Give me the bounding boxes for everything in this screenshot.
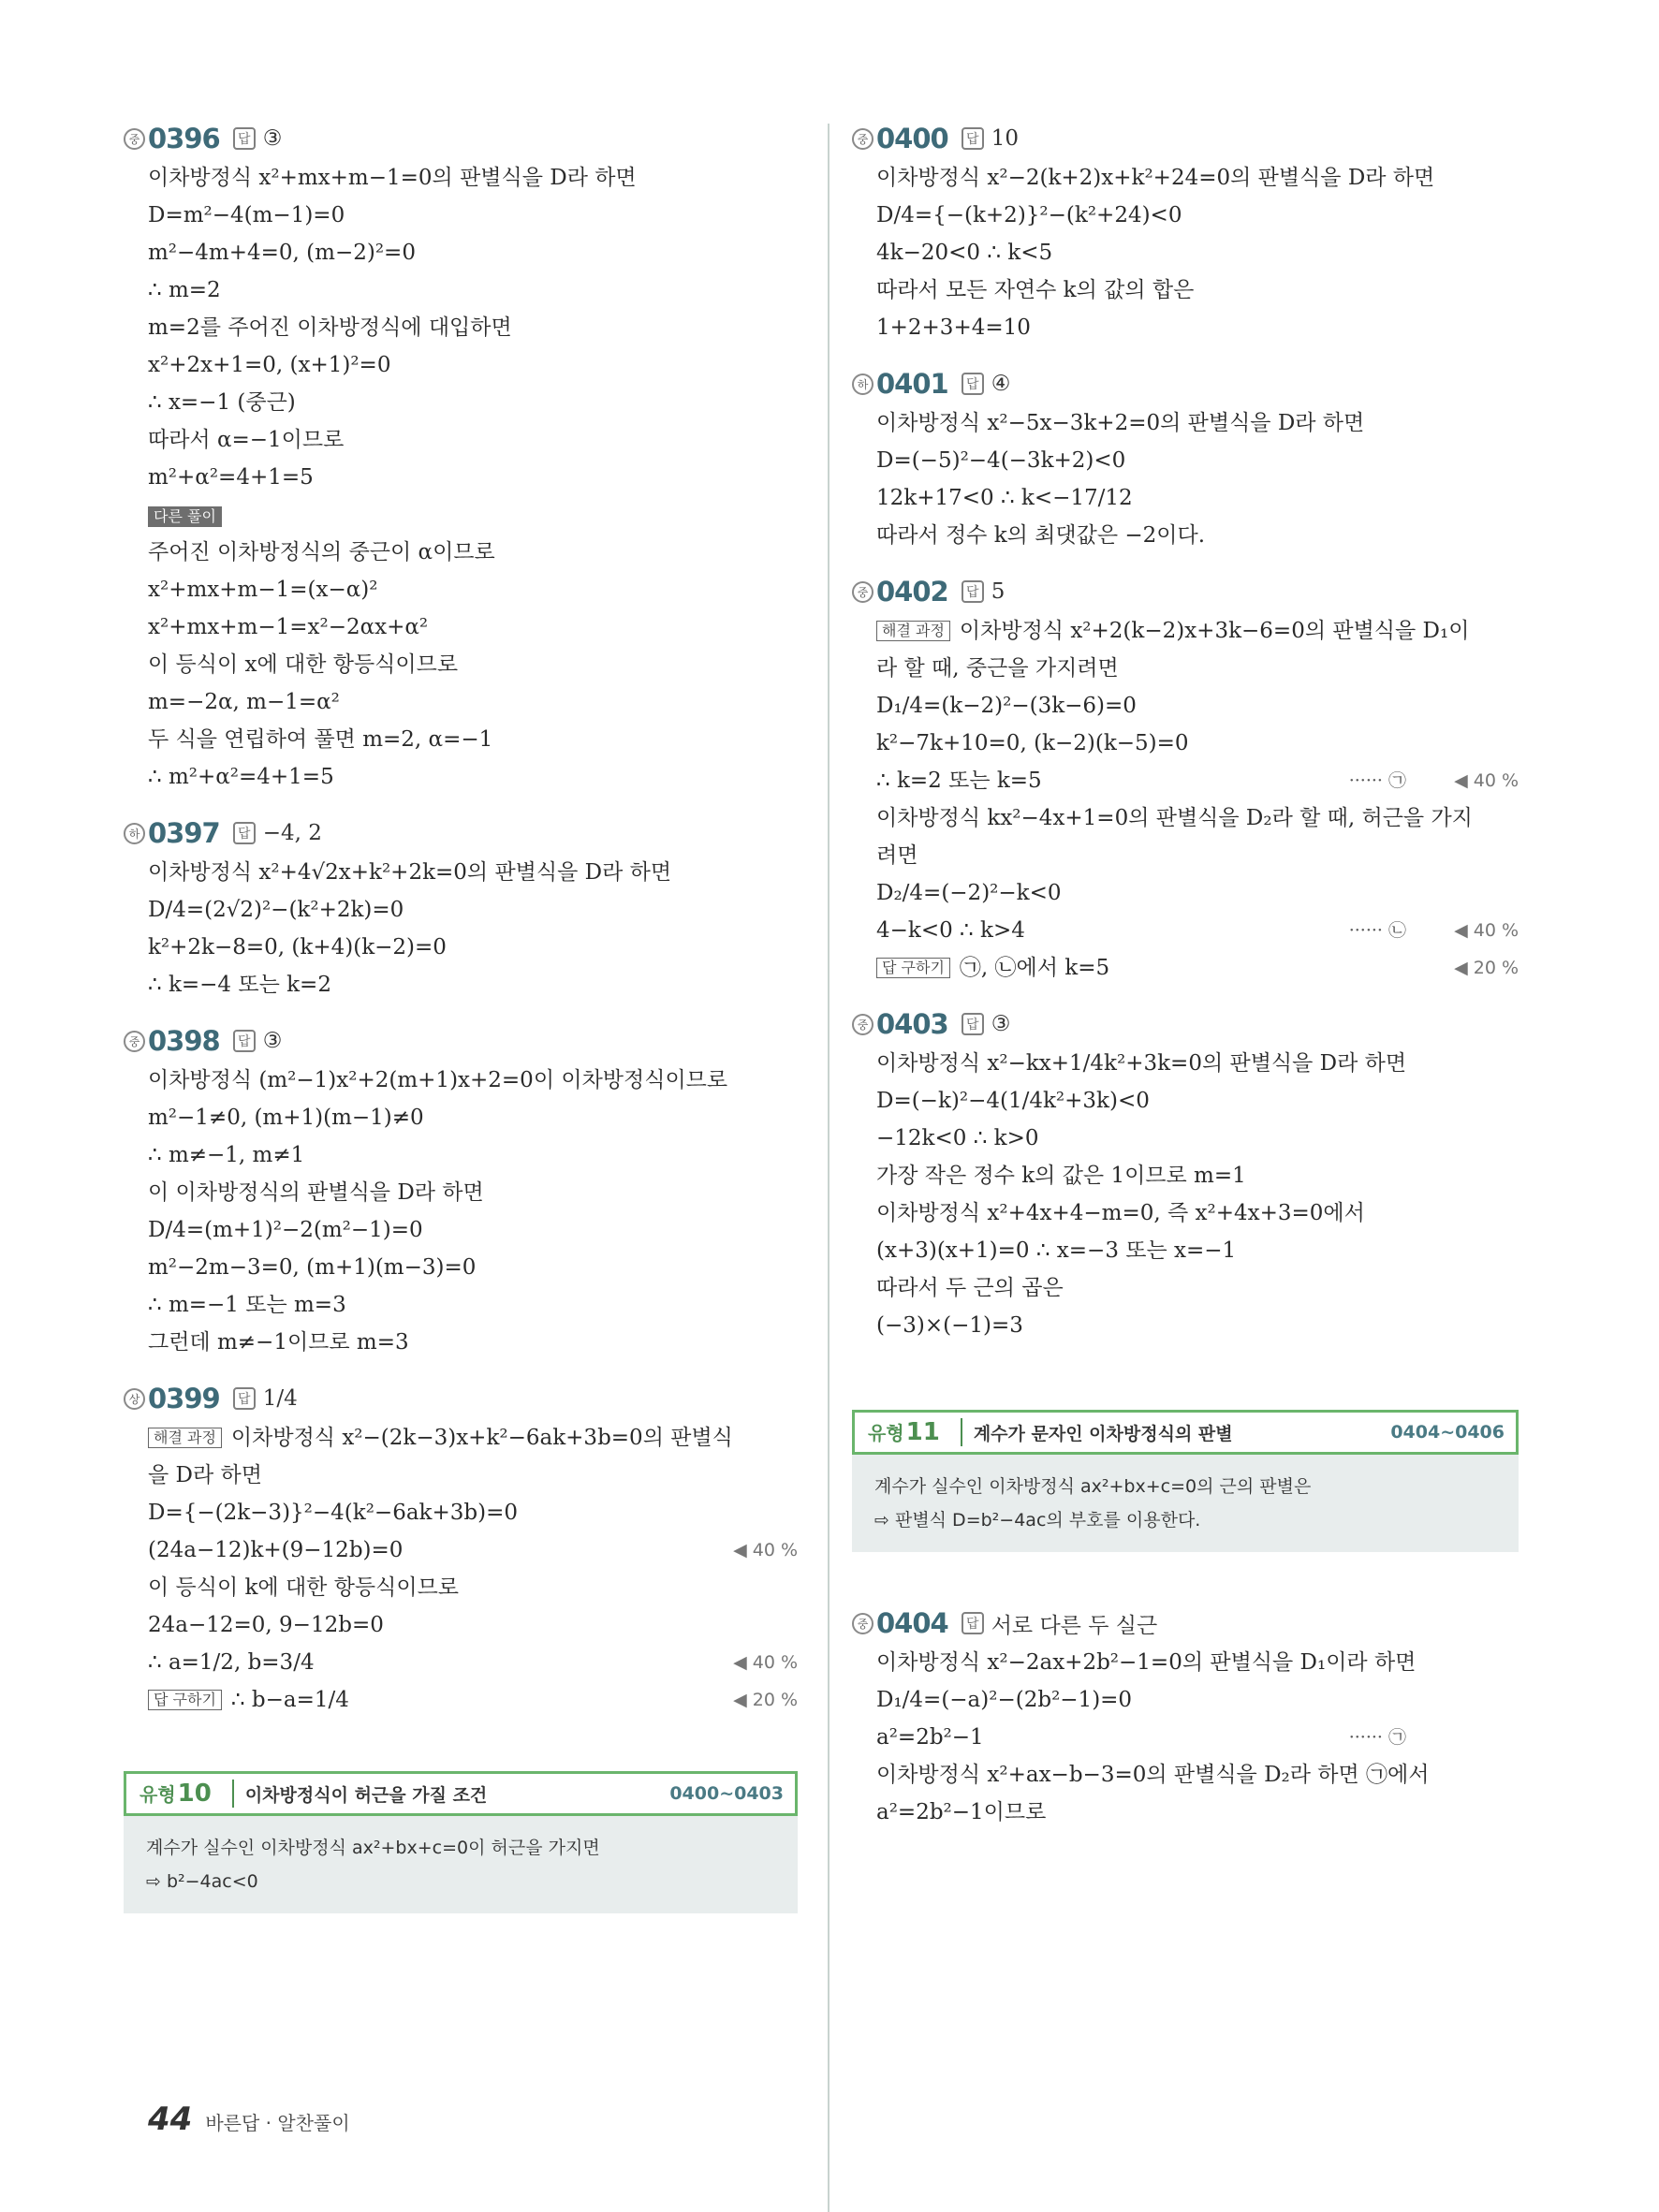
solution-line xyxy=(876,725,1519,762)
solution-text: 라 할 때, 중근을 가지려면 xyxy=(876,656,1119,681)
difficulty-badge: 중 xyxy=(852,581,874,603)
answer-icon: 답 xyxy=(233,1387,256,1410)
solution-line xyxy=(148,929,798,966)
solution-line xyxy=(148,891,798,929)
solution-text: D/4={−(k+2)}²−(k²+24)<0 xyxy=(876,203,1182,227)
solution-line xyxy=(876,762,1519,799)
difficulty-badge: 중 xyxy=(124,128,145,150)
type-line: ⇨ 판별식 D=b²−4ac의 부호를 이용한다. xyxy=(874,1510,1201,1531)
equation-mark: ······ ㉡ xyxy=(1348,920,1406,941)
right-problems-2 xyxy=(852,1604,1519,1831)
solution-line xyxy=(876,1120,1519,1157)
problem xyxy=(124,1022,798,1361)
solution-line xyxy=(876,1232,1519,1269)
type-line: 계수가 실수인 이차방정식 ax²+bx+c=0의 근의 판별은 xyxy=(874,1476,1312,1497)
solution-line xyxy=(876,799,1519,837)
score-percent: ◀ 40 % xyxy=(1454,920,1519,941)
solution-text: 따라서 정수 k의 최댓값은 −2이다. xyxy=(876,523,1206,548)
solution-line xyxy=(148,197,798,234)
solution-text: 4k−20<0 ∴ k<5 xyxy=(876,241,1053,265)
solution-text: 이차방정식 kx²−4x+1=0의 판별식을 D₂라 할 때, 허근을 가지 xyxy=(876,806,1473,830)
problem-number: 0404 xyxy=(876,1607,948,1639)
type-separator xyxy=(961,1418,962,1446)
solution-text: 이차방정식 x²−kx+1/4k²+3k=0의 판별식을 D라 하면 xyxy=(876,1051,1407,1076)
type-header xyxy=(124,1771,798,1816)
problem-header xyxy=(852,365,1519,403)
type-header xyxy=(852,1410,1519,1455)
solution-text: (−3)×(−1)=3 xyxy=(876,1313,1023,1338)
solution-line xyxy=(148,496,798,534)
answer-icon: 답 xyxy=(962,1612,984,1634)
answer-value: 5 xyxy=(991,579,1006,604)
difficulty-badge: 중 xyxy=(852,128,874,150)
solution-lines xyxy=(852,612,1519,987)
solution-line xyxy=(148,309,798,346)
solution-line xyxy=(876,271,1519,309)
solution-text: −12k<0 ∴ k>0 xyxy=(876,1126,1039,1150)
answer-icon: 답 xyxy=(962,373,984,395)
solution-text: a²=2b²−1 xyxy=(876,1725,984,1750)
answer-icon: 답 xyxy=(962,127,984,150)
score-percent: ◀ 40 % xyxy=(1454,770,1519,791)
solution-text: 이차방정식 x²−(2k−3)x+k²−6ak+3b=0의 판별식 xyxy=(230,1426,733,1450)
solution-text: m²−4m+4=0, (m−2)²=0 xyxy=(148,241,416,265)
page-footer xyxy=(148,2101,350,2138)
solution-line xyxy=(876,159,1519,197)
score-percent: ◀ 40 % xyxy=(733,1652,798,1673)
answer-value: 10 xyxy=(991,126,1019,151)
solution-text: ∴ m²+α²=4+1=5 xyxy=(148,765,334,789)
solution-lines xyxy=(852,159,1519,346)
difficulty-badge: 하 xyxy=(124,823,145,844)
solution-text: m=−2α, m−1=α² xyxy=(148,690,340,714)
solution-text: 24a−12=0, 9−12b=0 xyxy=(148,1613,384,1637)
answer-value: ③ xyxy=(262,126,283,151)
solution-text: a²=2b²−1이므로 xyxy=(876,1800,1047,1824)
problem-header xyxy=(852,1604,1519,1642)
problem-header xyxy=(124,1380,798,1417)
solution-line xyxy=(148,159,798,197)
solution-line xyxy=(876,442,1519,479)
solution-text: 이차방정식 x²+2(k−2)x+3k−6=0의 판별식을 D₁이 xyxy=(959,619,1470,643)
solution-line xyxy=(148,346,798,384)
solution-line xyxy=(148,384,798,421)
solution-text: 이차방정식 x²+4x+4−m=0, 즉 x²+4x+3=0에서 xyxy=(876,1201,1365,1225)
solution-text: k²−7k+10=0, (k−2)(k−5)=0 xyxy=(876,731,1189,755)
solution-line xyxy=(876,1644,1519,1681)
solution-text: D=(−k)²−4(1/4k²+3k)<0 xyxy=(876,1089,1150,1113)
difficulty-badge: 하 xyxy=(852,374,874,395)
solution-text: m²−2m−3=0, (m+1)(m−3)=0 xyxy=(148,1255,477,1280)
problem-number: 0397 xyxy=(148,817,220,849)
solution-line xyxy=(148,1644,798,1681)
solution-text: 이차방정식 x²−5x−3k+2=0의 판별식을 D라 하면 xyxy=(876,411,1365,435)
solution-text: ∴ k=−4 또는 k=2 xyxy=(148,973,331,997)
solution-text: 을 D라 하면 xyxy=(148,1463,262,1487)
problem xyxy=(852,1604,1519,1831)
problem xyxy=(124,120,798,796)
solution-text: D₂/4=(−2)²−k<0 xyxy=(876,881,1062,905)
solution-text: D/4=(m+1)²−2(m²−1)=0 xyxy=(148,1218,423,1242)
solution-text: 가장 작은 정수 k의 값은 1이므로 m=1 xyxy=(876,1164,1246,1188)
solution-text: 그런데 m≠−1이므로 m=3 xyxy=(148,1330,409,1355)
step-tag: 해결 과정 xyxy=(148,1428,222,1448)
solution-text: D₁/4=(k−2)²−(3k−6)=0 xyxy=(876,694,1137,718)
answer-icon: 답 xyxy=(962,1013,984,1035)
solution-line xyxy=(148,608,798,646)
solution-text: D={−(2k−3)}²−4(k²−6ak+3b)=0 xyxy=(148,1501,518,1525)
solution-text: 따라서 두 근의 곱은 xyxy=(876,1276,1064,1300)
solution-text: D₁/4=(−a)²−(2b²−1)=0 xyxy=(876,1688,1133,1712)
solution-line xyxy=(148,1419,798,1457)
solution-line xyxy=(876,837,1519,874)
solution-text: D=m²−4(m−1)=0 xyxy=(148,203,345,227)
type-box-11 xyxy=(852,1410,1519,1552)
solution-text: x²+mx+m−1=(x−α)² xyxy=(148,578,378,602)
solution-text: 따라서 모든 자연수 k의 값의 합은 xyxy=(876,278,1195,302)
problem-number: 0399 xyxy=(148,1383,220,1414)
solution-line xyxy=(148,1457,798,1494)
problem-header xyxy=(124,1022,798,1060)
solution-text: ∴ x=−1 (중근) xyxy=(148,390,296,415)
left-column xyxy=(124,120,798,1913)
solution-text: ∴ a=1/2, b=3/4 xyxy=(148,1650,315,1675)
solution-line xyxy=(148,1136,798,1174)
solution-line xyxy=(876,949,1519,987)
solution-text: ㉠, ㉡에서 k=5 xyxy=(959,956,1110,980)
solution-line xyxy=(148,854,798,891)
answer-icon: 답 xyxy=(233,822,256,844)
answer-icon: 답 xyxy=(233,1030,256,1052)
page-number: 44 xyxy=(148,2101,193,2138)
solution-line xyxy=(148,646,798,683)
solution-text: ∴ m=−1 또는 m=3 xyxy=(148,1293,346,1317)
solution-line xyxy=(148,1286,798,1324)
solution-line xyxy=(876,1756,1519,1794)
type-label: 유형10 xyxy=(139,1780,212,1808)
problem-number: 0398 xyxy=(148,1025,220,1057)
problem-number: 0396 xyxy=(148,123,220,154)
solution-text: 4−k<0 ∴ k>4 xyxy=(876,918,1025,943)
solution-text: 이차방정식 x²+4√2x+k²+2k=0의 판별식을 D라 하면 xyxy=(148,860,672,885)
solution-text: x²+2x+1=0, (x+1)²=0 xyxy=(148,353,391,377)
solution-text: m²−1≠0, (m+1)(m−1)≠0 xyxy=(148,1106,424,1130)
answer-value: ③ xyxy=(262,1029,283,1053)
solution-line xyxy=(148,421,798,459)
solution-text: ∴ m≠−1, m≠1 xyxy=(148,1143,305,1167)
solution-text: 이차방정식 x²−2(k+2)x+k²+24=0의 판별식을 D라 하면 xyxy=(876,166,1435,190)
difficulty-badge: 상 xyxy=(124,1388,145,1410)
solution-text: (x+3)(x+1)=0 ∴ x=−3 또는 x=−1 xyxy=(876,1238,1237,1263)
solution-line xyxy=(876,912,1519,949)
solution-text: 1+2+3+4=10 xyxy=(876,315,1031,340)
solution-text: 이차방정식 x²−2ax+2b²−1=0의 판별식을 D₁이라 하면 xyxy=(876,1650,1417,1675)
solution-line xyxy=(876,197,1519,234)
solution-text: 두 식을 연립하여 풀면 m=2, α=−1 xyxy=(148,727,493,752)
solution-line xyxy=(876,404,1519,442)
solution-line xyxy=(148,1569,798,1606)
solution-line xyxy=(876,874,1519,912)
solution-text: 따라서 α=−1이므로 xyxy=(148,428,345,452)
solution-line xyxy=(148,1249,798,1286)
difficulty-badge: 중 xyxy=(852,1014,874,1035)
solution-text: 려면 xyxy=(876,843,918,868)
step-tag: 답 구하기 xyxy=(876,958,950,978)
equation-mark: ······ ㉠ xyxy=(1348,1727,1406,1748)
right-problems xyxy=(852,120,1519,1344)
alt-solution-tag: 다른 풀이 xyxy=(148,506,222,527)
type-line: ⇨ b²−4ac<0 xyxy=(146,1871,258,1892)
solution-line xyxy=(148,1099,798,1136)
solution-lines xyxy=(124,159,798,796)
solution-line xyxy=(876,687,1519,725)
solution-text: x²+mx+m−1=x²−2αx+α² xyxy=(148,615,429,639)
type-label: 유형11 xyxy=(868,1418,940,1446)
type-range: 0404~0406 xyxy=(1390,1422,1505,1443)
problem xyxy=(124,814,798,1003)
solution-line xyxy=(148,459,798,496)
solution-line xyxy=(876,1157,1519,1194)
solution-line xyxy=(876,650,1519,687)
solution-text: 이차방정식 x²+mx+m−1=0의 판별식을 D라 하면 xyxy=(148,166,637,190)
problem xyxy=(852,573,1519,987)
score-percent: ◀ 40 % xyxy=(733,1540,798,1560)
solution-text: k²+2k−8=0, (k+4)(k−2)=0 xyxy=(148,935,447,960)
solution-line xyxy=(876,1719,1519,1756)
solution-line xyxy=(148,234,798,271)
solution-line xyxy=(148,1174,798,1211)
book-title: 바른답 · 알찬풀이 xyxy=(205,2112,350,2134)
difficulty-badge: 중 xyxy=(124,1031,145,1052)
solution-line xyxy=(876,1269,1519,1307)
right-column xyxy=(852,120,1519,1850)
type-body xyxy=(124,1816,798,1913)
solution-line xyxy=(148,571,798,608)
type-title: 계수가 문자인 이차방정식의 판별 xyxy=(973,1423,1233,1444)
solution-line xyxy=(148,1324,798,1361)
solution-line xyxy=(876,234,1519,271)
solution-text: ∴ m=2 xyxy=(148,278,221,302)
solution-line xyxy=(148,1211,798,1249)
solution-line xyxy=(148,1062,798,1099)
solution-line xyxy=(876,517,1519,554)
solution-line xyxy=(148,966,798,1003)
step-tag: 해결 과정 xyxy=(876,621,950,641)
problem-number: 0400 xyxy=(876,123,948,154)
solution-text: m²+α²=4+1=5 xyxy=(148,465,314,490)
solution-line xyxy=(148,271,798,309)
step-tag: 답 구하기 xyxy=(148,1690,222,1710)
type-body xyxy=(852,1455,1519,1552)
problem-header xyxy=(124,120,798,157)
solution-lines xyxy=(124,854,798,1003)
solution-text: 주어진 이차방정식의 중근이 α이므로 xyxy=(148,540,495,564)
solution-text: 12k+17<0 ∴ k<−17/12 xyxy=(876,486,1133,510)
problem-header xyxy=(124,814,798,852)
left-problems xyxy=(124,120,798,1719)
problem-number: 0402 xyxy=(876,576,948,608)
solution-text: ∴ b−a=1/4 xyxy=(230,1688,349,1712)
solution-text: D=(−5)²−4(−3k+2)<0 xyxy=(876,448,1126,473)
solution-line xyxy=(148,758,798,796)
solution-text: 이 등식이 k에 대한 항등식이므로 xyxy=(148,1575,460,1600)
solution-text: ∴ k=2 또는 k=5 xyxy=(876,769,1042,793)
column-divider xyxy=(828,124,830,2212)
solution-lines xyxy=(124,1419,798,1719)
answer-icon: 답 xyxy=(233,127,256,150)
solution-line xyxy=(876,1045,1519,1082)
problem xyxy=(852,1005,1519,1344)
solution-lines xyxy=(852,1644,1519,1831)
problem xyxy=(852,365,1519,554)
answer-icon: 답 xyxy=(962,580,984,603)
answer-value: ④ xyxy=(991,372,1011,396)
answer-value: −4, 2 xyxy=(262,821,322,845)
problem-header xyxy=(852,120,1519,157)
solution-line xyxy=(148,683,798,721)
solution-text: 이차방정식 x²+ax−b−3=0의 판별식을 D₂라 하면 ㉠에서 xyxy=(876,1763,1430,1787)
solution-lines xyxy=(852,404,1519,554)
solution-line xyxy=(876,1681,1519,1719)
solution-line xyxy=(148,721,798,758)
solution-text: 이 이차방정식의 판별식을 D라 하면 xyxy=(148,1180,484,1205)
solution-line xyxy=(876,612,1519,650)
solution-line xyxy=(876,309,1519,346)
answer-value: 1/4 xyxy=(262,1386,298,1411)
answer-value: ③ xyxy=(991,1012,1011,1036)
score-percent: ◀ 20 % xyxy=(1454,958,1519,978)
solution-text: 이 등식이 x에 대한 항등식이므로 xyxy=(148,652,459,677)
type-separator xyxy=(232,1780,234,1808)
solution-text: 이차방정식 (m²−1)x²+2(m+1)x+2=0이 이차방정식이므로 xyxy=(148,1068,728,1092)
type-box-10 xyxy=(124,1771,798,1913)
solution-line xyxy=(148,1606,798,1644)
problem-number: 0401 xyxy=(876,368,948,400)
solution-line xyxy=(876,1794,1519,1831)
solution-line xyxy=(148,1494,798,1531)
answer-value: 서로 다른 두 실근 xyxy=(991,1613,1158,1638)
problem-header xyxy=(852,1005,1519,1043)
solution-line xyxy=(148,1531,798,1569)
problem-header xyxy=(852,573,1519,610)
type-title: 이차방정식이 허근을 가질 조건 xyxy=(244,1784,488,1806)
solution-lines xyxy=(852,1045,1519,1344)
equation-mark: ······ ㉠ xyxy=(1348,770,1406,791)
solution-line xyxy=(876,1082,1519,1120)
difficulty-badge: 중 xyxy=(852,1613,874,1634)
solution-line xyxy=(876,1194,1519,1232)
solution-line xyxy=(876,1307,1519,1344)
problem xyxy=(124,1380,798,1719)
problem-number: 0403 xyxy=(876,1008,948,1040)
solution-line xyxy=(148,1681,798,1719)
type-range: 0400~0403 xyxy=(669,1783,784,1804)
problem xyxy=(852,120,1519,346)
solution-text: D/4=(2√2)²−(k²+2k)=0 xyxy=(148,898,404,922)
solution-text: m=2를 주어진 이차방정식에 대입하면 xyxy=(148,315,512,340)
type-line: 계수가 실수인 이차방정식 ax²+bx+c=0이 허근을 가지면 xyxy=(146,1838,600,1858)
solution-text: (24a−12)k+(9−12b)=0 xyxy=(148,1538,404,1562)
solution-lines xyxy=(124,1062,798,1361)
score-percent: ◀ 20 % xyxy=(733,1690,798,1710)
solution-line xyxy=(148,534,798,571)
solution-line xyxy=(876,479,1519,517)
